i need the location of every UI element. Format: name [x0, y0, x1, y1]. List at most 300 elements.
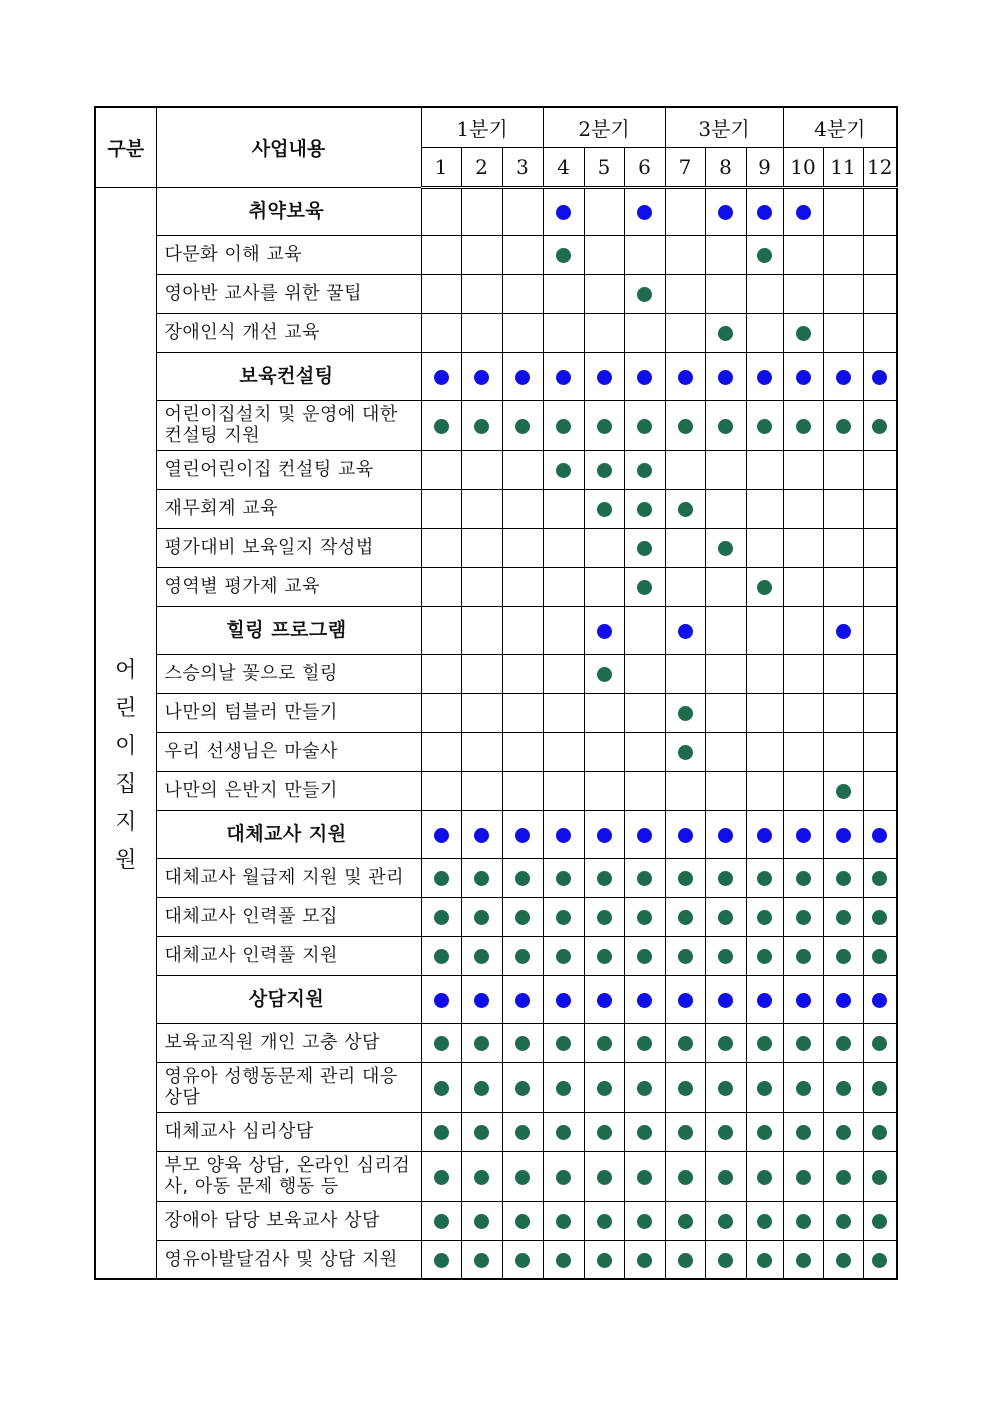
schedule-dot — [597, 1214, 612, 1229]
month-cell — [421, 352, 461, 400]
month-cell — [543, 1151, 584, 1201]
schedule-dot — [678, 370, 693, 385]
month-cell — [624, 897, 665, 936]
item-row — [95, 654, 897, 693]
month-cell — [823, 771, 863, 810]
schedule-dot — [757, 871, 772, 886]
schedule-dot — [597, 993, 612, 1008]
schedule-dot — [597, 624, 612, 639]
item-name: 대체교사 인력풀 모집 — [156, 897, 421, 936]
schedule-dot — [597, 1253, 612, 1268]
month-cell — [665, 1201, 705, 1240]
item-name: 열린어린이집 컨설팅 교육 — [156, 450, 421, 489]
month-cell — [665, 274, 705, 313]
schedule-dot — [836, 993, 851, 1008]
schedule-dot — [836, 1214, 851, 1229]
item-name: 대체교사 심리상담 — [156, 1112, 421, 1151]
item-row — [95, 1151, 897, 1201]
month-cell — [665, 187, 705, 235]
schedule-dot — [757, 993, 772, 1008]
month-cell — [584, 732, 624, 771]
schedule-dot — [515, 949, 530, 964]
month-cell — [823, 606, 863, 654]
month-cell — [421, 897, 461, 936]
schedule-dot — [796, 949, 811, 964]
month-cell — [863, 1240, 897, 1279]
quarter-header-4: 4분기 — [783, 107, 897, 147]
month-cell — [584, 567, 624, 606]
schedule-dot — [718, 1253, 733, 1268]
item-row — [95, 1112, 897, 1151]
month-cell — [421, 400, 461, 450]
item-name: 스승의날 꽃으로 힐링 — [156, 654, 421, 693]
schedule-dot — [597, 1125, 612, 1140]
month-cell — [624, 1112, 665, 1151]
item-name: 장애인식 개선 교육 — [156, 313, 421, 352]
schedule-dot — [796, 871, 811, 886]
month-cell — [705, 936, 746, 975]
month-cell — [502, 235, 543, 274]
month-cell — [863, 235, 897, 274]
month-cell — [461, 352, 502, 400]
month-cell — [502, 1023, 543, 1062]
month-cell — [543, 897, 584, 936]
item-row — [95, 897, 897, 936]
month-cell — [421, 313, 461, 352]
month-cell — [543, 567, 584, 606]
schedule-dot — [556, 828, 571, 843]
month-cell — [783, 489, 823, 528]
category-row — [95, 810, 897, 858]
month-cell — [823, 858, 863, 897]
schedule-dot — [872, 949, 887, 964]
month-cell — [823, 352, 863, 400]
month-cell — [665, 1062, 705, 1112]
month-cell — [584, 489, 624, 528]
schedule-dot — [757, 828, 772, 843]
schedule-dot — [637, 463, 652, 478]
schedule-dot — [637, 910, 652, 925]
month-cell — [746, 606, 783, 654]
month-cell — [502, 771, 543, 810]
month-cell — [746, 1062, 783, 1112]
schedule-dot — [597, 910, 612, 925]
month-cell — [665, 235, 705, 274]
schedule-dot — [474, 910, 489, 925]
month-cell — [863, 489, 897, 528]
month-cell — [461, 528, 502, 567]
month-cell — [421, 732, 461, 771]
category-name: 힐링 프로그램 — [156, 606, 421, 654]
category-row — [95, 975, 897, 1023]
month-cell — [863, 567, 897, 606]
schedule-dot — [836, 910, 851, 925]
item-name: 영유아발달검사 및 상담 지원 — [156, 1240, 421, 1279]
item-name: 나만의 텀블러 만들기 — [156, 693, 421, 732]
month-cell — [461, 1240, 502, 1279]
month-cell — [746, 274, 783, 313]
month-cell — [502, 936, 543, 975]
month-cell — [823, 1062, 863, 1112]
month-cell — [823, 654, 863, 693]
month-cell — [461, 606, 502, 654]
month-cell — [783, 1151, 823, 1201]
schedule-dot — [597, 667, 612, 682]
month-cell — [746, 732, 783, 771]
schedule-dot — [796, 205, 811, 220]
schedule-dot — [474, 1125, 489, 1140]
month-cell — [461, 450, 502, 489]
month-cell — [421, 654, 461, 693]
month-cell — [543, 274, 584, 313]
schedule-dot — [597, 1036, 612, 1051]
month-cell — [746, 313, 783, 352]
month-cell — [746, 352, 783, 400]
schedule-dot — [597, 463, 612, 478]
month-cell — [624, 654, 665, 693]
schedule-dot — [678, 828, 693, 843]
month-cell — [543, 1062, 584, 1112]
schedule-dot — [757, 419, 772, 434]
month-cell — [584, 810, 624, 858]
month-cell — [783, 187, 823, 235]
month-cell — [705, 1201, 746, 1240]
schedule-dot — [796, 910, 811, 925]
schedule-dot — [637, 541, 652, 556]
month-cell — [783, 400, 823, 450]
month-cell — [421, 693, 461, 732]
schedule-dot — [434, 1170, 449, 1185]
schedule-dot — [474, 1036, 489, 1051]
month-cell — [624, 235, 665, 274]
schedule-dot — [757, 580, 772, 595]
month-cell — [421, 567, 461, 606]
item-row — [95, 450, 897, 489]
item-name: 재무회계 교육 — [156, 489, 421, 528]
month-cell — [746, 975, 783, 1023]
month-cell — [502, 489, 543, 528]
month-cell — [665, 936, 705, 975]
schedule-dot — [836, 624, 851, 639]
month-cell — [584, 771, 624, 810]
schedule-dot — [796, 419, 811, 434]
month-cell — [624, 1151, 665, 1201]
month-cell — [584, 187, 624, 235]
month-cell — [665, 897, 705, 936]
item-row — [95, 858, 897, 897]
month-cell — [705, 732, 746, 771]
month-cell — [665, 975, 705, 1023]
schedule-dot — [718, 993, 733, 1008]
month-cell — [705, 187, 746, 235]
category-name: 상담지원 — [156, 975, 421, 1023]
item-row — [95, 1062, 897, 1112]
month-cell — [461, 693, 502, 732]
schedule-dot — [872, 828, 887, 843]
schedule-dot — [678, 419, 693, 434]
month-cell — [705, 858, 746, 897]
month-cell — [461, 858, 502, 897]
month-cell — [584, 936, 624, 975]
month-header: 1 — [421, 147, 461, 187]
month-cell — [823, 450, 863, 489]
schedule-dot — [637, 871, 652, 886]
item-row — [95, 693, 897, 732]
month-cell — [823, 235, 863, 274]
schedule-dot — [556, 1214, 571, 1229]
schedule-dot — [718, 910, 733, 925]
schedule-dot — [678, 910, 693, 925]
month-cell — [461, 187, 502, 235]
schedule-dot — [637, 1253, 652, 1268]
schedule-dot — [757, 1036, 772, 1051]
month-cell — [823, 897, 863, 936]
month-cell — [502, 606, 543, 654]
month-cell — [705, 528, 746, 567]
month-cell — [461, 1201, 502, 1240]
month-cell — [584, 400, 624, 450]
schedule-dot — [757, 1170, 772, 1185]
month-cell — [746, 858, 783, 897]
schedule-dot — [678, 1214, 693, 1229]
schedule-dot — [474, 993, 489, 1008]
schedule-dot — [757, 1125, 772, 1140]
month-cell — [705, 313, 746, 352]
month-cell — [665, 313, 705, 352]
schedule-dot — [718, 949, 733, 964]
schedule-dot — [796, 1214, 811, 1229]
month-cell — [783, 235, 823, 274]
schedule-dot — [434, 1214, 449, 1229]
month-cell — [705, 450, 746, 489]
schedule-dot — [718, 828, 733, 843]
month-cell — [584, 1201, 624, 1240]
schedule-dot — [556, 205, 571, 220]
month-cell — [823, 274, 863, 313]
month-cell — [502, 1112, 543, 1151]
month-cell — [461, 936, 502, 975]
schedule-dot — [872, 1036, 887, 1051]
month-cell — [624, 528, 665, 567]
schedule-dot — [678, 871, 693, 886]
month-cell — [421, 1201, 461, 1240]
schedule-dot — [515, 1036, 530, 1051]
month-cell — [543, 936, 584, 975]
schedule-dot — [556, 1081, 571, 1096]
schedule-dot — [597, 419, 612, 434]
month-cell — [705, 274, 746, 313]
schedule-dot — [474, 949, 489, 964]
schedule-dot — [556, 1170, 571, 1185]
item-name: 우리 선생님은 마술사 — [156, 732, 421, 771]
quarter-header-2: 2분기 — [543, 107, 665, 147]
month-cell — [461, 732, 502, 771]
month-cell — [863, 528, 897, 567]
schedule-dot — [474, 370, 489, 385]
schedule-dot — [434, 1081, 449, 1096]
schedule-dot — [637, 1036, 652, 1051]
month-cell — [863, 1023, 897, 1062]
schedule-dot — [515, 370, 530, 385]
schedule-dot — [678, 1170, 693, 1185]
schedule-dot — [678, 949, 693, 964]
month-cell — [863, 936, 897, 975]
month-cell — [502, 313, 543, 352]
schedule-dot — [637, 1214, 652, 1229]
month-cell — [502, 274, 543, 313]
schedule-dot — [434, 871, 449, 886]
schedule-dot — [597, 1081, 612, 1096]
month-cell — [746, 1201, 783, 1240]
month-cell — [823, 936, 863, 975]
item-row — [95, 936, 897, 975]
month-cell — [502, 400, 543, 450]
month-cell — [624, 313, 665, 352]
content-header: 사업내용 — [156, 107, 421, 187]
month-cell — [863, 187, 897, 235]
month-cell — [543, 450, 584, 489]
item-row — [95, 528, 897, 567]
schedule-dot — [796, 1170, 811, 1185]
schedule-dot — [796, 828, 811, 843]
month-cell — [502, 654, 543, 693]
month-cell — [823, 187, 863, 235]
schedule-dot — [515, 828, 530, 843]
month-header: 8 — [705, 147, 746, 187]
schedule-dot — [637, 1125, 652, 1140]
schedule-dot — [872, 1081, 887, 1096]
month-cell — [705, 810, 746, 858]
schedule-dot — [515, 1214, 530, 1229]
month-cell — [665, 567, 705, 606]
month-cell — [863, 810, 897, 858]
schedule-dot — [718, 370, 733, 385]
item-row — [95, 400, 897, 450]
schedule-dot — [872, 993, 887, 1008]
schedule-dot — [434, 949, 449, 964]
month-cell — [421, 450, 461, 489]
month-cell — [705, 400, 746, 450]
month-cell — [543, 732, 584, 771]
schedule-dot — [678, 1081, 693, 1096]
month-cell — [421, 810, 461, 858]
schedule-dot — [796, 1036, 811, 1051]
month-cell — [705, 1112, 746, 1151]
month-cell — [543, 1023, 584, 1062]
category-row — [95, 352, 897, 400]
schedule-dot — [872, 1253, 887, 1268]
schedule-body — [95, 187, 897, 1279]
month-cell — [624, 1240, 665, 1279]
month-cell — [823, 1151, 863, 1201]
month-cell — [665, 771, 705, 810]
schedule-dot — [556, 370, 571, 385]
item-name: 부모 양육 상담, 온라인 심리검사, 아동 문제 행동 등 — [156, 1151, 421, 1201]
schedule-dot — [556, 910, 571, 925]
month-cell — [543, 858, 584, 897]
item-row — [95, 732, 897, 771]
month-cell — [783, 352, 823, 400]
month-cell — [624, 1023, 665, 1062]
month-cell — [584, 1023, 624, 1062]
month-cell — [421, 1112, 461, 1151]
month-cell — [624, 489, 665, 528]
month-cell — [863, 274, 897, 313]
schedule-dot — [836, 1081, 851, 1096]
month-cell — [502, 1240, 543, 1279]
schedule-dot — [434, 1036, 449, 1051]
month-cell — [502, 1151, 543, 1201]
month-cell — [584, 1151, 624, 1201]
month-cell — [543, 313, 584, 352]
month-cell — [543, 606, 584, 654]
month-cell — [421, 606, 461, 654]
schedule-dot — [872, 370, 887, 385]
section-label-text: 어린이집지원 — [115, 657, 137, 873]
item-name: 평가대비 보육일지 작성법 — [156, 528, 421, 567]
month-cell — [665, 1151, 705, 1201]
month-cell — [665, 693, 705, 732]
month-cell — [624, 693, 665, 732]
month-cell — [746, 187, 783, 235]
month-cell — [783, 936, 823, 975]
month-cell — [461, 654, 502, 693]
schedule-table — [94, 106, 898, 1280]
month-cell — [863, 1112, 897, 1151]
month-cell — [502, 1062, 543, 1112]
schedule-dot — [836, 871, 851, 886]
schedule-dot — [434, 1125, 449, 1140]
month-cell — [783, 654, 823, 693]
schedule-dot — [597, 502, 612, 517]
schedule-dot — [678, 1125, 693, 1140]
month-cell — [665, 654, 705, 693]
month-cell — [665, 352, 705, 400]
month-cell — [502, 693, 543, 732]
month-cell — [461, 1023, 502, 1062]
month-cell — [863, 771, 897, 810]
month-cell — [783, 810, 823, 858]
month-cell — [502, 1201, 543, 1240]
month-cell — [543, 1201, 584, 1240]
month-cell — [783, 606, 823, 654]
month-cell — [584, 313, 624, 352]
month-cell — [584, 352, 624, 400]
schedule-dot — [718, 419, 733, 434]
month-cell — [584, 897, 624, 936]
month-cell — [543, 693, 584, 732]
month-cell — [461, 489, 502, 528]
month-cell — [823, 313, 863, 352]
item-row — [95, 1240, 897, 1279]
month-cell — [823, 732, 863, 771]
schedule-dot — [678, 1036, 693, 1051]
schedule-dot — [757, 1214, 772, 1229]
month-cell — [823, 400, 863, 450]
schedule-dot — [796, 1125, 811, 1140]
month-cell — [705, 771, 746, 810]
month-cell — [863, 654, 897, 693]
schedule-dot — [637, 949, 652, 964]
month-cell — [665, 450, 705, 489]
item-name: 다문화 이해 교육 — [156, 235, 421, 274]
month-cell — [543, 528, 584, 567]
month-cell — [584, 975, 624, 1023]
schedule-dot — [718, 1214, 733, 1229]
month-cell — [624, 187, 665, 235]
month-cell — [863, 858, 897, 897]
month-cell — [746, 235, 783, 274]
